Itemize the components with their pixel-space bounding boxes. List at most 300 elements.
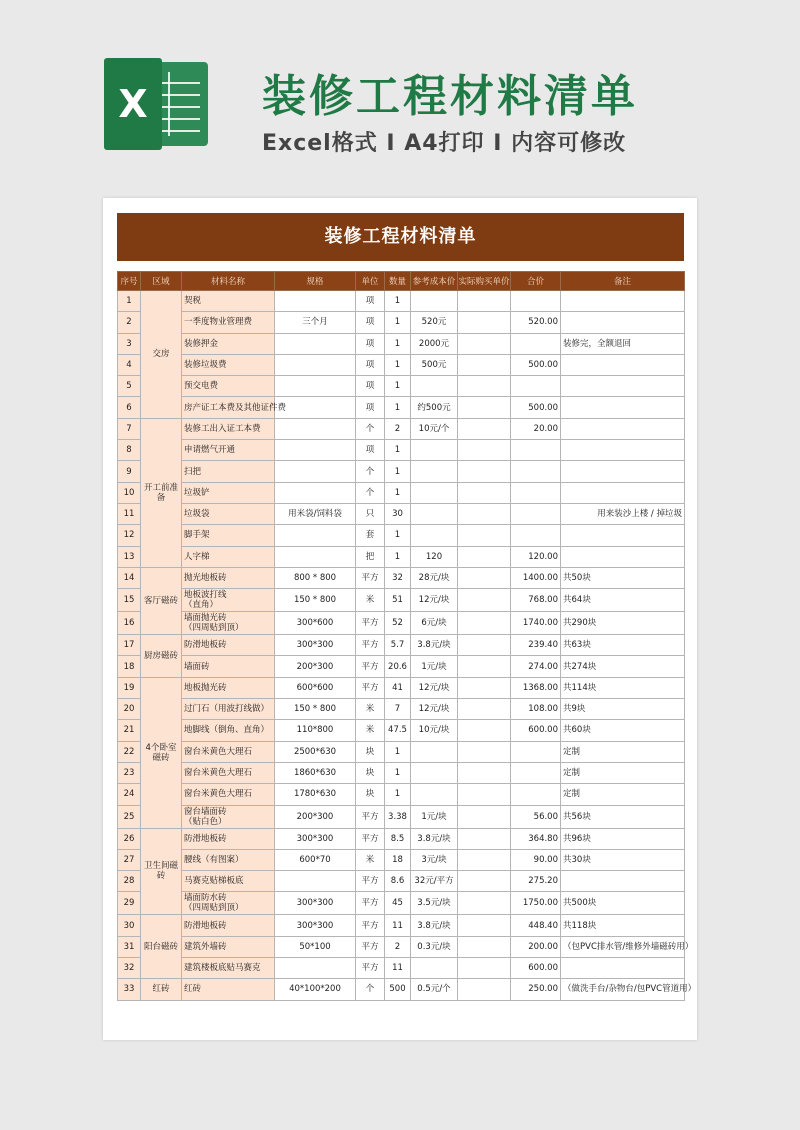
unit-cell[interactable]: 套: [356, 525, 385, 546]
material-name-cell[interactable]: 过门石（用波打线做）: [182, 699, 275, 720]
row-number-cell[interactable]: 2: [118, 312, 141, 333]
actual-price-cell[interactable]: [458, 635, 511, 656]
material-name-cell[interactable]: 地板抛光砖: [182, 677, 275, 698]
note-cell[interactable]: 共56块: [561, 805, 685, 828]
spec-cell[interactable]: 600*70: [275, 849, 356, 870]
quantity-cell[interactable]: 2: [385, 936, 411, 957]
area-cell[interactable]: 交房: [141, 291, 182, 419]
row-number-cell[interactable]: 27: [118, 849, 141, 870]
unit-cell[interactable]: 把: [356, 546, 385, 567]
spec-cell[interactable]: [275, 418, 356, 439]
actual-price-cell[interactable]: [458, 291, 511, 312]
total-cell[interactable]: [511, 461, 561, 482]
quantity-cell[interactable]: 1: [385, 546, 411, 567]
quantity-cell[interactable]: 45: [385, 892, 411, 915]
unit-cell[interactable]: 块: [356, 762, 385, 783]
unit-cell[interactable]: 平方: [356, 656, 385, 677]
row-number-cell[interactable]: 26: [118, 828, 141, 849]
row-number-cell[interactable]: 13: [118, 546, 141, 567]
material-name-cell[interactable]: 腰线（有图案）: [182, 849, 275, 870]
quantity-cell[interactable]: 500: [385, 979, 411, 1000]
row-number-cell[interactable]: 11: [118, 503, 141, 524]
unit-cell[interactable]: 个: [356, 418, 385, 439]
actual-price-cell[interactable]: [458, 915, 511, 936]
reference-price-cell[interactable]: [411, 741, 458, 762]
total-cell[interactable]: [511, 762, 561, 783]
spec-cell[interactable]: 1860*630: [275, 762, 356, 783]
material-name-cell[interactable]: 地脚线（倒角、直角）: [182, 720, 275, 741]
note-cell[interactable]: [561, 418, 685, 439]
actual-price-cell[interactable]: [458, 979, 511, 1000]
unit-cell[interactable]: 平方: [356, 892, 385, 915]
material-name-cell[interactable]: 防滑地板砖: [182, 635, 275, 656]
actual-price-cell[interactable]: [458, 828, 511, 849]
unit-cell[interactable]: 米: [356, 699, 385, 720]
row-number-cell[interactable]: 28: [118, 871, 141, 892]
note-cell[interactable]: [561, 482, 685, 503]
note-cell[interactable]: [561, 440, 685, 461]
quantity-cell[interactable]: 3.38: [385, 805, 411, 828]
total-cell[interactable]: 520.00: [511, 312, 561, 333]
total-cell[interactable]: 200.00: [511, 936, 561, 957]
spec-cell[interactable]: 300*300: [275, 635, 356, 656]
col-no-header[interactable]: 序号: [118, 272, 141, 291]
unit-cell[interactable]: 个: [356, 979, 385, 1000]
reference-price-cell[interactable]: 1元/块: [411, 656, 458, 677]
quantity-cell[interactable]: 2: [385, 418, 411, 439]
row-number-cell[interactable]: 14: [118, 567, 141, 588]
quantity-cell[interactable]: 18: [385, 849, 411, 870]
actual-price-cell[interactable]: [458, 677, 511, 698]
note-cell[interactable]: [561, 291, 685, 312]
material-name-cell[interactable]: 地板波打线 （直角）: [182, 589, 275, 612]
unit-cell[interactable]: 平方: [356, 936, 385, 957]
actual-price-cell[interactable]: [458, 936, 511, 957]
reference-price-cell[interactable]: 3.5元/块: [411, 892, 458, 915]
note-cell[interactable]: 共500块: [561, 892, 685, 915]
row-number-cell[interactable]: 16: [118, 612, 141, 635]
row-number-cell[interactable]: 7: [118, 418, 141, 439]
note-cell[interactable]: 共30块: [561, 849, 685, 870]
quantity-cell[interactable]: 5.7: [385, 635, 411, 656]
spec-cell[interactable]: 50*100: [275, 936, 356, 957]
row-number-cell[interactable]: 6: [118, 397, 141, 418]
material-name-cell[interactable]: 窗台米黄色大理石: [182, 784, 275, 805]
note-cell[interactable]: 共274块: [561, 656, 685, 677]
quantity-cell[interactable]: 32: [385, 567, 411, 588]
note-cell[interactable]: 装修完，全额退回: [561, 333, 685, 354]
col-unit-header[interactable]: 单位: [356, 272, 385, 291]
total-cell[interactable]: 250.00: [511, 979, 561, 1000]
material-name-cell[interactable]: 建筑外墙砖: [182, 936, 275, 957]
material-name-cell[interactable]: 窗台米黄色大理石: [182, 741, 275, 762]
row-number-cell[interactable]: 19: [118, 677, 141, 698]
row-number-cell[interactable]: 12: [118, 525, 141, 546]
spec-cell[interactable]: 1780*630: [275, 784, 356, 805]
note-cell[interactable]: 共290块: [561, 612, 685, 635]
unit-cell[interactable]: 项: [356, 376, 385, 397]
unit-cell[interactable]: 个: [356, 482, 385, 503]
note-cell[interactable]: [561, 397, 685, 418]
reference-price-cell[interactable]: [411, 958, 458, 979]
spec-cell[interactable]: [275, 333, 356, 354]
note-cell[interactable]: 共50块: [561, 567, 685, 588]
total-cell[interactable]: 500.00: [511, 354, 561, 375]
spec-cell[interactable]: [275, 546, 356, 567]
quantity-cell[interactable]: 20.6: [385, 656, 411, 677]
unit-cell[interactable]: 项: [356, 291, 385, 312]
note-cell[interactable]: [561, 525, 685, 546]
quantity-cell[interactable]: 41: [385, 677, 411, 698]
material-name-cell[interactable]: 装修工出入证工本费: [182, 418, 275, 439]
area-cell[interactable]: 4个卧室 磁砖: [141, 677, 182, 828]
total-cell[interactable]: [511, 440, 561, 461]
spec-cell[interactable]: 800 * 800: [275, 567, 356, 588]
actual-price-cell[interactable]: [458, 762, 511, 783]
total-cell[interactable]: [511, 291, 561, 312]
reference-price-cell[interactable]: 32元/平方: [411, 871, 458, 892]
total-cell[interactable]: 1368.00: [511, 677, 561, 698]
row-number-cell[interactable]: 17: [118, 635, 141, 656]
material-name-cell[interactable]: 马赛克贴梯板底: [182, 871, 275, 892]
reference-price-cell[interactable]: [411, 784, 458, 805]
material-name-cell[interactable]: 墙面防水砖 （四周贴到顶）: [182, 892, 275, 915]
row-number-cell[interactable]: 9: [118, 461, 141, 482]
total-cell[interactable]: 275.20: [511, 871, 561, 892]
note-cell[interactable]: 定制: [561, 741, 685, 762]
spec-cell[interactable]: [275, 397, 356, 418]
material-name-cell[interactable]: 脚手架: [182, 525, 275, 546]
col-ref-header[interactable]: 参考成本价: [411, 272, 458, 291]
material-name-cell[interactable]: 申请燃气开通: [182, 440, 275, 461]
reference-price-cell[interactable]: 约500元: [411, 397, 458, 418]
total-cell[interactable]: 20.00: [511, 418, 561, 439]
total-cell[interactable]: 600.00: [511, 720, 561, 741]
material-name-cell[interactable]: 契税: [182, 291, 275, 312]
reference-price-cell[interactable]: 0.5元/个: [411, 979, 458, 1000]
spec-cell[interactable]: 200*300: [275, 656, 356, 677]
actual-price-cell[interactable]: [458, 656, 511, 677]
actual-price-cell[interactable]: [458, 805, 511, 828]
material-name-cell[interactable]: 墙面砖: [182, 656, 275, 677]
area-cell[interactable]: 客厅磁砖: [141, 567, 182, 634]
row-number-cell[interactable]: 20: [118, 699, 141, 720]
col-qty-header[interactable]: 数量: [385, 272, 411, 291]
reference-price-cell[interactable]: [411, 461, 458, 482]
unit-cell[interactable]: 块: [356, 741, 385, 762]
total-cell[interactable]: 120.00: [511, 546, 561, 567]
total-cell[interactable]: 364.80: [511, 828, 561, 849]
note-cell[interactable]: 共63块: [561, 635, 685, 656]
total-cell[interactable]: 56.00: [511, 805, 561, 828]
row-number-cell[interactable]: 8: [118, 440, 141, 461]
quantity-cell[interactable]: 8.5: [385, 828, 411, 849]
quantity-cell[interactable]: 7: [385, 699, 411, 720]
spec-cell[interactable]: 150 * 800: [275, 699, 356, 720]
reference-price-cell[interactable]: 1元/块: [411, 805, 458, 828]
quantity-cell[interactable]: 51: [385, 589, 411, 612]
actual-price-cell[interactable]: [458, 333, 511, 354]
row-number-cell[interactable]: 29: [118, 892, 141, 915]
unit-cell[interactable]: 平方: [356, 635, 385, 656]
unit-cell[interactable]: 项: [356, 354, 385, 375]
material-name-cell[interactable]: 垃圾铲: [182, 482, 275, 503]
actual-price-cell[interactable]: [458, 482, 511, 503]
reference-price-cell[interactable]: [411, 291, 458, 312]
reference-price-cell[interactable]: 12元/块: [411, 589, 458, 612]
actual-price-cell[interactable]: [458, 612, 511, 635]
reference-price-cell[interactable]: [411, 376, 458, 397]
reference-price-cell[interactable]: [411, 440, 458, 461]
unit-cell[interactable]: 平方: [356, 567, 385, 588]
quantity-cell[interactable]: 1: [385, 762, 411, 783]
total-cell[interactable]: 448.40: [511, 915, 561, 936]
col-actual-header[interactable]: 实际购买单价: [458, 272, 511, 291]
row-number-cell[interactable]: 24: [118, 784, 141, 805]
quantity-cell[interactable]: 52: [385, 612, 411, 635]
spec-cell[interactable]: [275, 525, 356, 546]
note-cell[interactable]: [561, 376, 685, 397]
spec-cell[interactable]: 110*800: [275, 720, 356, 741]
note-cell[interactable]: 共9块: [561, 699, 685, 720]
row-number-cell[interactable]: 22: [118, 741, 141, 762]
col-total-header[interactable]: 合价: [511, 272, 561, 291]
row-number-cell[interactable]: 21: [118, 720, 141, 741]
row-number-cell[interactable]: 18: [118, 656, 141, 677]
row-number-cell[interactable]: 10: [118, 482, 141, 503]
row-number-cell[interactable]: 31: [118, 936, 141, 957]
unit-cell[interactable]: 米: [356, 589, 385, 612]
reference-price-cell[interactable]: 120: [411, 546, 458, 567]
note-cell[interactable]: [561, 871, 685, 892]
actual-price-cell[interactable]: [458, 461, 511, 482]
quantity-cell[interactable]: 11: [385, 915, 411, 936]
unit-cell[interactable]: 块: [356, 784, 385, 805]
reference-price-cell[interactable]: [411, 482, 458, 503]
actual-price-cell[interactable]: [458, 376, 511, 397]
total-cell[interactable]: [511, 482, 561, 503]
actual-price-cell[interactable]: [458, 589, 511, 612]
unit-cell[interactable]: 平方: [356, 915, 385, 936]
unit-cell[interactable]: 项: [356, 397, 385, 418]
reference-price-cell[interactable]: 3.8元/块: [411, 635, 458, 656]
spec-cell[interactable]: [275, 354, 356, 375]
unit-cell[interactable]: 平方: [356, 677, 385, 698]
material-name-cell[interactable]: 窗台米黄色大理石: [182, 762, 275, 783]
actual-price-cell[interactable]: [458, 418, 511, 439]
material-name-cell[interactable]: 一季度物业管理费: [182, 312, 275, 333]
unit-cell[interactable]: 平方: [356, 612, 385, 635]
total-cell[interactable]: 108.00: [511, 699, 561, 720]
area-cell[interactable]: 开工前准备: [141, 418, 182, 567]
unit-cell[interactable]: 平方: [356, 828, 385, 849]
spec-cell[interactable]: [275, 461, 356, 482]
unit-cell[interactable]: 平方: [356, 805, 385, 828]
note-cell[interactable]: [561, 546, 685, 567]
unit-cell[interactable]: 个: [356, 461, 385, 482]
reference-price-cell[interactable]: 520元: [411, 312, 458, 333]
spec-cell[interactable]: 150 * 800: [275, 589, 356, 612]
material-name-cell[interactable]: 抛光地板砖: [182, 567, 275, 588]
note-cell[interactable]: [561, 958, 685, 979]
material-name-cell[interactable]: 防滑地板砖: [182, 828, 275, 849]
unit-cell[interactable]: 项: [356, 312, 385, 333]
area-cell[interactable]: 厨房磁砖: [141, 635, 182, 678]
actual-price-cell[interactable]: [458, 784, 511, 805]
row-number-cell[interactable]: 23: [118, 762, 141, 783]
quantity-cell[interactable]: 1: [385, 333, 411, 354]
row-number-cell[interactable]: 25: [118, 805, 141, 828]
spec-cell[interactable]: [275, 871, 356, 892]
spec-cell[interactable]: 300*300: [275, 892, 356, 915]
material-name-cell[interactable]: 墙面抛光砖 （四周贴到顶）: [182, 612, 275, 635]
total-cell[interactable]: 600.00: [511, 958, 561, 979]
actual-price-cell[interactable]: [458, 503, 511, 524]
total-cell[interactable]: 1740.00: [511, 612, 561, 635]
note-cell[interactable]: 共64块: [561, 589, 685, 612]
total-cell[interactable]: [511, 376, 561, 397]
actual-price-cell[interactable]: [458, 871, 511, 892]
spec-cell[interactable]: 三个月: [275, 312, 356, 333]
reference-price-cell[interactable]: 12元/块: [411, 699, 458, 720]
spec-cell[interactable]: [275, 440, 356, 461]
total-cell[interactable]: 1750.00: [511, 892, 561, 915]
spec-cell[interactable]: [275, 376, 356, 397]
quantity-cell[interactable]: 1: [385, 482, 411, 503]
reference-price-cell[interactable]: 10元/块: [411, 720, 458, 741]
area-cell[interactable]: 阳台磁砖: [141, 915, 182, 979]
reference-price-cell[interactable]: 2000元: [411, 333, 458, 354]
reference-price-cell[interactable]: 12元/块: [411, 677, 458, 698]
total-cell[interactable]: 274.00: [511, 656, 561, 677]
row-number-cell[interactable]: 33: [118, 979, 141, 1000]
quantity-cell[interactable]: 30: [385, 503, 411, 524]
unit-cell[interactable]: 项: [356, 440, 385, 461]
col-area-header[interactable]: 区域: [141, 272, 182, 291]
quantity-cell[interactable]: 1: [385, 461, 411, 482]
row-number-cell[interactable]: 5: [118, 376, 141, 397]
reference-price-cell[interactable]: 3元/块: [411, 849, 458, 870]
note-cell[interactable]: [561, 461, 685, 482]
note-cell[interactable]: [561, 354, 685, 375]
actual-price-cell[interactable]: [458, 546, 511, 567]
actual-price-cell[interactable]: [458, 849, 511, 870]
quantity-cell[interactable]: 47.5: [385, 720, 411, 741]
unit-cell[interactable]: 平方: [356, 958, 385, 979]
total-cell[interactable]: [511, 741, 561, 762]
spec-cell[interactable]: 300*300: [275, 828, 356, 849]
note-cell[interactable]: 用来装沙上楼 / 掉垃圾: [561, 503, 685, 524]
note-cell[interactable]: 定制: [561, 784, 685, 805]
spec-cell[interactable]: 2500*630: [275, 741, 356, 762]
material-name-cell[interactable]: 垃圾袋: [182, 503, 275, 524]
unit-cell[interactable]: 项: [356, 333, 385, 354]
area-cell[interactable]: 红砖: [141, 979, 182, 1000]
total-cell[interactable]: 90.00: [511, 849, 561, 870]
unit-cell[interactable]: 只: [356, 503, 385, 524]
actual-price-cell[interactable]: [458, 892, 511, 915]
actual-price-cell[interactable]: [458, 567, 511, 588]
actual-price-cell[interactable]: [458, 741, 511, 762]
total-cell[interactable]: [511, 525, 561, 546]
quantity-cell[interactable]: 8.6: [385, 871, 411, 892]
row-number-cell[interactable]: 4: [118, 354, 141, 375]
total-cell[interactable]: [511, 333, 561, 354]
unit-cell[interactable]: 米: [356, 720, 385, 741]
spec-cell[interactable]: 200*300: [275, 805, 356, 828]
material-name-cell[interactable]: 防滑地板砖: [182, 915, 275, 936]
actual-price-cell[interactable]: [458, 354, 511, 375]
row-number-cell[interactable]: 1: [118, 291, 141, 312]
unit-cell[interactable]: 米: [356, 849, 385, 870]
note-cell[interactable]: 共60块: [561, 720, 685, 741]
col-note-header[interactable]: 备注: [561, 272, 685, 291]
quantity-cell[interactable]: 1: [385, 397, 411, 418]
note-cell[interactable]: 共118块: [561, 915, 685, 936]
spec-cell[interactable]: [275, 482, 356, 503]
reference-price-cell[interactable]: 0.3元/块: [411, 936, 458, 957]
reference-price-cell[interactable]: 3.8元/块: [411, 915, 458, 936]
quantity-cell[interactable]: 1: [385, 784, 411, 805]
row-number-cell[interactable]: 30: [118, 915, 141, 936]
reference-price-cell[interactable]: 6元/块: [411, 612, 458, 635]
note-cell[interactable]: 定制: [561, 762, 685, 783]
row-number-cell[interactable]: 3: [118, 333, 141, 354]
note-cell[interactable]: （包PVC排水管/维修外墙磁砖用）: [561, 936, 685, 957]
spec-cell[interactable]: [275, 291, 356, 312]
total-cell[interactable]: 768.00: [511, 589, 561, 612]
actual-price-cell[interactable]: [458, 525, 511, 546]
reference-price-cell[interactable]: 28元/块: [411, 567, 458, 588]
quantity-cell[interactable]: 1: [385, 525, 411, 546]
actual-price-cell[interactable]: [458, 958, 511, 979]
spec-cell[interactable]: [275, 958, 356, 979]
col-name-header[interactable]: 材料名称: [182, 272, 275, 291]
material-name-cell[interactable]: 扫把: [182, 461, 275, 482]
area-cell[interactable]: 卫生间磁砖: [141, 828, 182, 915]
quantity-cell[interactable]: 1: [385, 376, 411, 397]
note-cell[interactable]: 共96块: [561, 828, 685, 849]
note-cell[interactable]: 共114块: [561, 677, 685, 698]
total-cell[interactable]: [511, 784, 561, 805]
unit-cell[interactable]: 平方: [356, 871, 385, 892]
spec-cell[interactable]: 用米袋/饲料袋: [275, 503, 356, 524]
total-cell[interactable]: 239.40: [511, 635, 561, 656]
quantity-cell[interactable]: 1: [385, 440, 411, 461]
reference-price-cell[interactable]: [411, 525, 458, 546]
material-name-cell[interactable]: 建筑楼板底贴马赛克: [182, 958, 275, 979]
material-name-cell[interactable]: 人字梯: [182, 546, 275, 567]
reference-price-cell[interactable]: [411, 503, 458, 524]
material-name-cell[interactable]: 预交电费: [182, 376, 275, 397]
actual-price-cell[interactable]: [458, 312, 511, 333]
actual-price-cell[interactable]: [458, 720, 511, 741]
spec-cell[interactable]: 40*100*200: [275, 979, 356, 1000]
total-cell[interactable]: 500.00: [511, 397, 561, 418]
quantity-cell[interactable]: 1: [385, 741, 411, 762]
row-number-cell[interactable]: 15: [118, 589, 141, 612]
spec-cell[interactable]: 300*300: [275, 915, 356, 936]
reference-price-cell[interactable]: 3.8元/块: [411, 828, 458, 849]
total-cell[interactable]: 1400.00: [511, 567, 561, 588]
material-name-cell[interactable]: 红砖: [182, 979, 275, 1000]
quantity-cell[interactable]: 1: [385, 312, 411, 333]
note-cell[interactable]: （做洗手台/杂物台/包PVC管道用）: [561, 979, 685, 1000]
actual-price-cell[interactable]: [458, 440, 511, 461]
material-name-cell[interactable]: 装修押金: [182, 333, 275, 354]
reference-price-cell[interactable]: 500元: [411, 354, 458, 375]
material-name-cell[interactable]: 房产证工本费及其他证件费: [182, 397, 275, 418]
